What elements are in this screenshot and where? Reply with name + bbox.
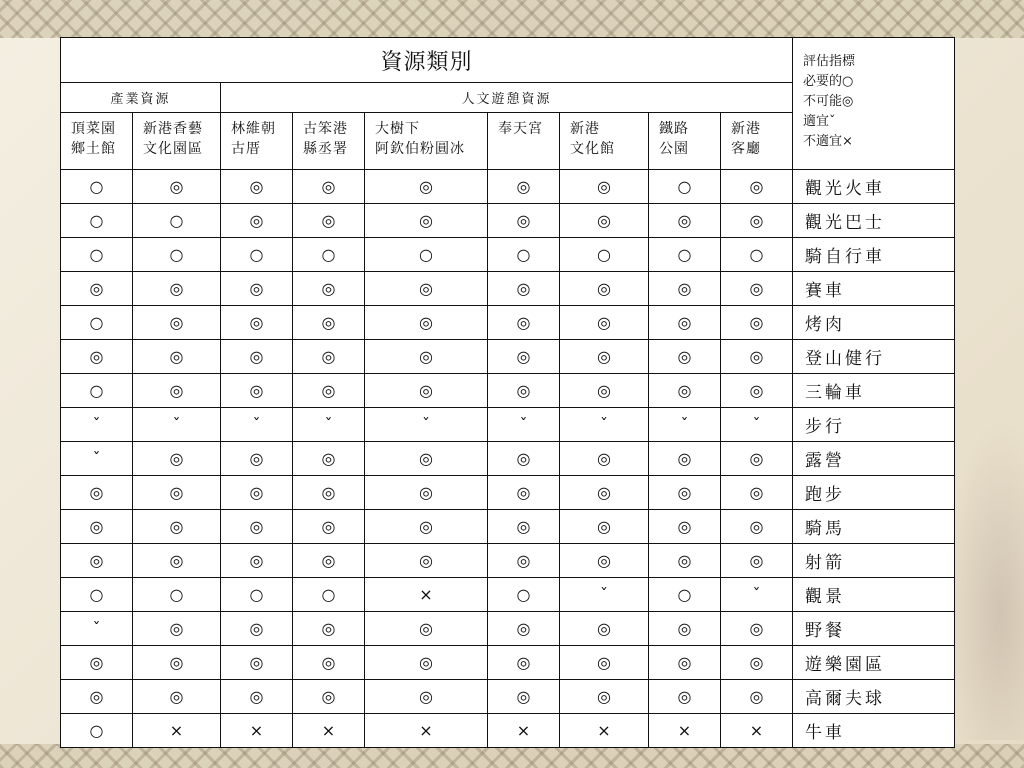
evaluation-mark: ◎ (293, 340, 365, 374)
column-header-line: 新港 (570, 121, 600, 137)
evaluation-mark: ◎ (488, 272, 560, 306)
evaluation-mark: ○ (221, 238, 293, 272)
evaluation-mark: ◎ (488, 476, 560, 510)
evaluation-mark: ˇ (61, 612, 133, 646)
evaluation-mark: ◎ (649, 306, 721, 340)
legend-suitable: 適宜ˇ (803, 114, 836, 129)
evaluation-mark: ◎ (365, 204, 488, 238)
evaluation-mark: ◎ (560, 476, 649, 510)
legend-unsuitable: 不適宜× (803, 134, 853, 149)
legend-heading: 評估指標 (803, 54, 856, 69)
table-row (61, 408, 955, 442)
evaluation-mark: ◎ (488, 510, 560, 544)
evaluation-mark: ◎ (133, 374, 221, 408)
evaluation-mark: ◎ (365, 680, 488, 714)
evaluation-mark: ◎ (488, 170, 560, 204)
evaluation-mark: ◎ (721, 612, 793, 646)
column-header-line: 頂菜園 (71, 121, 116, 137)
evaluation-mark: ◎ (133, 272, 221, 306)
evaluation-mark: ◎ (365, 612, 488, 646)
column-header (221, 113, 293, 170)
evaluation-mark: ˇ (560, 578, 649, 612)
evaluation-mark: ◎ (133, 340, 221, 374)
evaluation-mark: ◎ (221, 442, 293, 476)
column-header (488, 113, 560, 170)
evaluation-mark: ◎ (721, 374, 793, 408)
evaluation-mark: ○ (649, 170, 721, 204)
table-row (61, 238, 955, 272)
evaluation-mark: ◎ (365, 544, 488, 578)
evaluation-mark: ○ (61, 306, 133, 340)
evaluation-mark: ◎ (293, 680, 365, 714)
evaluation-mark: ◎ (133, 646, 221, 680)
evaluation-mark: ◎ (293, 510, 365, 544)
evaluation-mark: ◎ (365, 306, 488, 340)
evaluation-mark: ˇ (61, 442, 133, 476)
activity-label: 跑步 (793, 476, 955, 510)
evaluation-mark: ◎ (221, 272, 293, 306)
table-row (61, 646, 955, 680)
evaluation-mark: ○ (488, 238, 560, 272)
evaluation-mark: ◎ (133, 612, 221, 646)
evaluation-mark: ◎ (221, 510, 293, 544)
evaluation-mark: ◎ (560, 340, 649, 374)
evaluation-mark: ◎ (560, 272, 649, 306)
activity-label: 觀景 (793, 578, 955, 612)
evaluation-mark: ◎ (61, 544, 133, 578)
evaluation-mark: ◎ (133, 680, 221, 714)
column-header-line: 古厝 (231, 141, 261, 157)
evaluation-mark: ◎ (721, 544, 793, 578)
evaluation-mark: ◎ (61, 646, 133, 680)
column-header-line: 奉天宮 (498, 121, 543, 137)
evaluation-mark: ○ (133, 578, 221, 612)
evaluation-mark: ◎ (560, 306, 649, 340)
column-header-line: 林維朝 (231, 121, 276, 137)
evaluation-mark: ◎ (488, 306, 560, 340)
evaluation-mark: ○ (61, 170, 133, 204)
evaluation-mark: ◎ (221, 204, 293, 238)
evaluation-mark: ○ (221, 578, 293, 612)
evaluation-mark: ◎ (133, 306, 221, 340)
evaluation-mark: ○ (61, 238, 133, 272)
activity-label: 射箭 (793, 544, 955, 578)
evaluation-mark: ○ (61, 204, 133, 238)
table-row (61, 476, 955, 510)
evaluation-mark: ˇ (721, 408, 793, 442)
evaluation-mark: ◎ (649, 612, 721, 646)
evaluation-mark: ◎ (133, 476, 221, 510)
title-row (61, 38, 955, 83)
evaluation-mark: ○ (61, 714, 133, 748)
evaluation-mark: ◎ (365, 374, 488, 408)
evaluation-mark: ◎ (221, 646, 293, 680)
evaluation-mark: ◎ (365, 272, 488, 306)
activity-label: 騎馬 (793, 510, 955, 544)
evaluation-mark: ○ (293, 578, 365, 612)
evaluation-mark: ◎ (721, 646, 793, 680)
evaluation-mark: ◎ (61, 340, 133, 374)
evaluation-mark: ◎ (721, 340, 793, 374)
column-header (61, 113, 133, 170)
evaluation-mark: ◎ (721, 442, 793, 476)
evaluation-mark: ◎ (293, 646, 365, 680)
evaluation-mark: ◎ (649, 204, 721, 238)
evaluation-mark: ◎ (293, 544, 365, 578)
decorative-top-border (0, 0, 1024, 38)
evaluation-mark: ◎ (293, 374, 365, 408)
evaluation-mark: ◎ (649, 272, 721, 306)
evaluation-mark: ◎ (721, 510, 793, 544)
evaluation-mark: ◎ (293, 306, 365, 340)
evaluation-mark: ◎ (649, 510, 721, 544)
group-header-culture: 人文遊憩資源 (221, 83, 793, 113)
evaluation-mark: ◎ (488, 680, 560, 714)
evaluation-mark: ◎ (649, 340, 721, 374)
table-row (61, 510, 955, 544)
evaluation-mark: ◎ (649, 544, 721, 578)
evaluation-mark: ◎ (221, 680, 293, 714)
evaluation-mark: ○ (560, 238, 649, 272)
evaluation-mark: ◎ (721, 306, 793, 340)
table-row (61, 578, 955, 612)
evaluation-mark: ◎ (560, 646, 649, 680)
activity-label: 高爾夫球 (793, 680, 955, 714)
evaluation-mark: ○ (61, 374, 133, 408)
evaluation-mark: ◎ (293, 442, 365, 476)
activity-label: 野餐 (793, 612, 955, 646)
evaluation-mark: ◎ (365, 340, 488, 374)
evaluation-mark: ◎ (560, 510, 649, 544)
evaluation-mark: ˇ (133, 408, 221, 442)
evaluation-mark: ○ (488, 578, 560, 612)
table-row (61, 204, 955, 238)
evaluation-mark: × (365, 578, 488, 612)
column-header-line: 新港香藝 (143, 121, 203, 137)
column-header (365, 113, 488, 170)
activity-label: 烤肉 (793, 306, 955, 340)
evaluation-mark: ○ (61, 578, 133, 612)
evaluation-mark: × (649, 714, 721, 748)
evaluation-mark: ◎ (721, 680, 793, 714)
column-header-line: 鄉土館 (71, 141, 116, 157)
evaluation-mark: ◎ (649, 476, 721, 510)
table-row (61, 340, 955, 374)
evaluation-mark: ˇ (649, 408, 721, 442)
evaluation-mark: ◎ (293, 476, 365, 510)
evaluation-mark: ◎ (560, 204, 649, 238)
evaluation-mark: ◎ (649, 680, 721, 714)
evaluation-mark: ◎ (293, 204, 365, 238)
evaluation-mark: × (221, 714, 293, 748)
table-row (61, 306, 955, 340)
activity-label: 賽車 (793, 272, 955, 306)
evaluation-mark: ◎ (293, 170, 365, 204)
evaluation-mark: ◎ (488, 340, 560, 374)
evaluation-mark: ◎ (293, 272, 365, 306)
evaluation-mark: ◎ (560, 170, 649, 204)
evaluation-mark: ○ (721, 238, 793, 272)
decorative-tree-shadow (944, 420, 1024, 740)
evaluation-mark: ○ (365, 238, 488, 272)
evaluation-mark: ◎ (221, 374, 293, 408)
evaluation-mark: ◎ (560, 680, 649, 714)
table-row (61, 680, 955, 714)
evaluation-mark: ˇ (488, 408, 560, 442)
evaluation-mark: ○ (293, 238, 365, 272)
evaluation-mark: ◎ (221, 340, 293, 374)
evaluation-mark: ○ (133, 238, 221, 272)
table-body (61, 38, 955, 748)
evaluation-mark: ◎ (61, 272, 133, 306)
evaluation-mark: ◎ (221, 306, 293, 340)
column-header-line: 新港 (731, 121, 761, 137)
evaluation-mark: ◎ (721, 272, 793, 306)
column-header (560, 113, 649, 170)
table-row (61, 612, 955, 646)
activity-label: 露營 (793, 442, 955, 476)
column-header-line: 公園 (659, 141, 689, 157)
evaluation-mark: ◎ (488, 646, 560, 680)
evaluation-mark: ◎ (365, 646, 488, 680)
table-row (61, 374, 955, 408)
evaluation-mark: ◎ (61, 510, 133, 544)
evaluation-mark: ◎ (133, 442, 221, 476)
evaluation-table-container (60, 37, 955, 748)
column-header-line: 古笨港 (303, 121, 348, 137)
evaluation-mark: ◎ (488, 442, 560, 476)
column-header-line: 文化館 (570, 141, 615, 157)
evaluation-mark: ○ (133, 204, 221, 238)
activity-label: 步行 (793, 408, 955, 442)
evaluation-mark: ◎ (365, 510, 488, 544)
evaluation-mark: ◎ (721, 170, 793, 204)
column-header-line: 大樹下 (375, 121, 420, 137)
evaluation-mark: ◎ (133, 544, 221, 578)
activity-label: 三輪車 (793, 374, 955, 408)
evaluation-mark: × (560, 714, 649, 748)
evaluation-mark: ◎ (133, 510, 221, 544)
column-header (721, 113, 793, 170)
evaluation-mark: ◎ (221, 476, 293, 510)
column-header-line: 鐵路 (659, 121, 689, 137)
evaluation-mark: ◎ (560, 612, 649, 646)
evaluation-mark: ◎ (721, 204, 793, 238)
evaluation-mark: ˇ (365, 408, 488, 442)
evaluation-mark: × (365, 714, 488, 748)
activity-label: 騎自行車 (793, 238, 955, 272)
evaluation-mark: ◎ (488, 612, 560, 646)
resource-evaluation-table (60, 37, 955, 748)
evaluation-mark: ◎ (221, 170, 293, 204)
evaluation-mark: ◎ (221, 612, 293, 646)
evaluation-mark: ◎ (293, 612, 365, 646)
activity-label: 牛車 (793, 714, 955, 748)
evaluation-mark: ◎ (365, 476, 488, 510)
evaluation-mark: ◎ (560, 374, 649, 408)
evaluation-mark: × (133, 714, 221, 748)
table-row (61, 272, 955, 306)
evaluation-mark: ˇ (221, 408, 293, 442)
evaluation-mark: ˇ (560, 408, 649, 442)
evaluation-mark: ◎ (560, 544, 649, 578)
activity-label: 登山健行 (793, 340, 955, 374)
evaluation-mark: ◎ (560, 442, 649, 476)
table-row (61, 544, 955, 578)
column-header (293, 113, 365, 170)
table-row (61, 170, 955, 204)
evaluation-mark: ˇ (721, 578, 793, 612)
evaluation-mark: ◎ (488, 204, 560, 238)
legend-impossible: 不可能◎ (803, 94, 854, 109)
column-header-line: 縣丞署 (303, 141, 348, 157)
evaluation-mark: ◎ (721, 476, 793, 510)
evaluation-mark: × (488, 714, 560, 748)
activity-label: 觀光巴士 (793, 204, 955, 238)
evaluation-mark: ˇ (293, 408, 365, 442)
evaluation-mark: ˇ (61, 408, 133, 442)
evaluation-mark: ◎ (649, 646, 721, 680)
legend-required: 必要的○ (803, 74, 854, 89)
evaluation-mark: ◎ (221, 544, 293, 578)
activity-label: 觀光火車 (793, 170, 955, 204)
column-header-line: 客廳 (731, 141, 761, 157)
evaluation-mark: ○ (649, 238, 721, 272)
evaluation-mark: ◎ (488, 544, 560, 578)
evaluation-mark: ◎ (365, 170, 488, 204)
evaluation-mark: ○ (649, 578, 721, 612)
evaluation-mark: × (293, 714, 365, 748)
column-header-line: 文化園區 (143, 141, 203, 157)
evaluation-mark: ◎ (61, 680, 133, 714)
table-row (61, 714, 955, 748)
column-header (133, 113, 221, 170)
evaluation-mark: ◎ (133, 170, 221, 204)
group-header-industry: 產業資源 (61, 83, 221, 113)
evaluation-mark: × (721, 714, 793, 748)
evaluation-mark: ◎ (649, 374, 721, 408)
evaluation-mark: ◎ (649, 442, 721, 476)
activity-label: 遊樂園區 (793, 646, 955, 680)
column-header (649, 113, 721, 170)
evaluation-mark: ◎ (365, 442, 488, 476)
table-row (61, 442, 955, 476)
evaluation-mark: ◎ (488, 374, 560, 408)
evaluation-mark: ◎ (61, 476, 133, 510)
column-header-line: 阿欽伯粉圓冰 (375, 141, 465, 157)
legend-cell (793, 38, 955, 170)
table-title: 資源類別 (61, 38, 793, 83)
